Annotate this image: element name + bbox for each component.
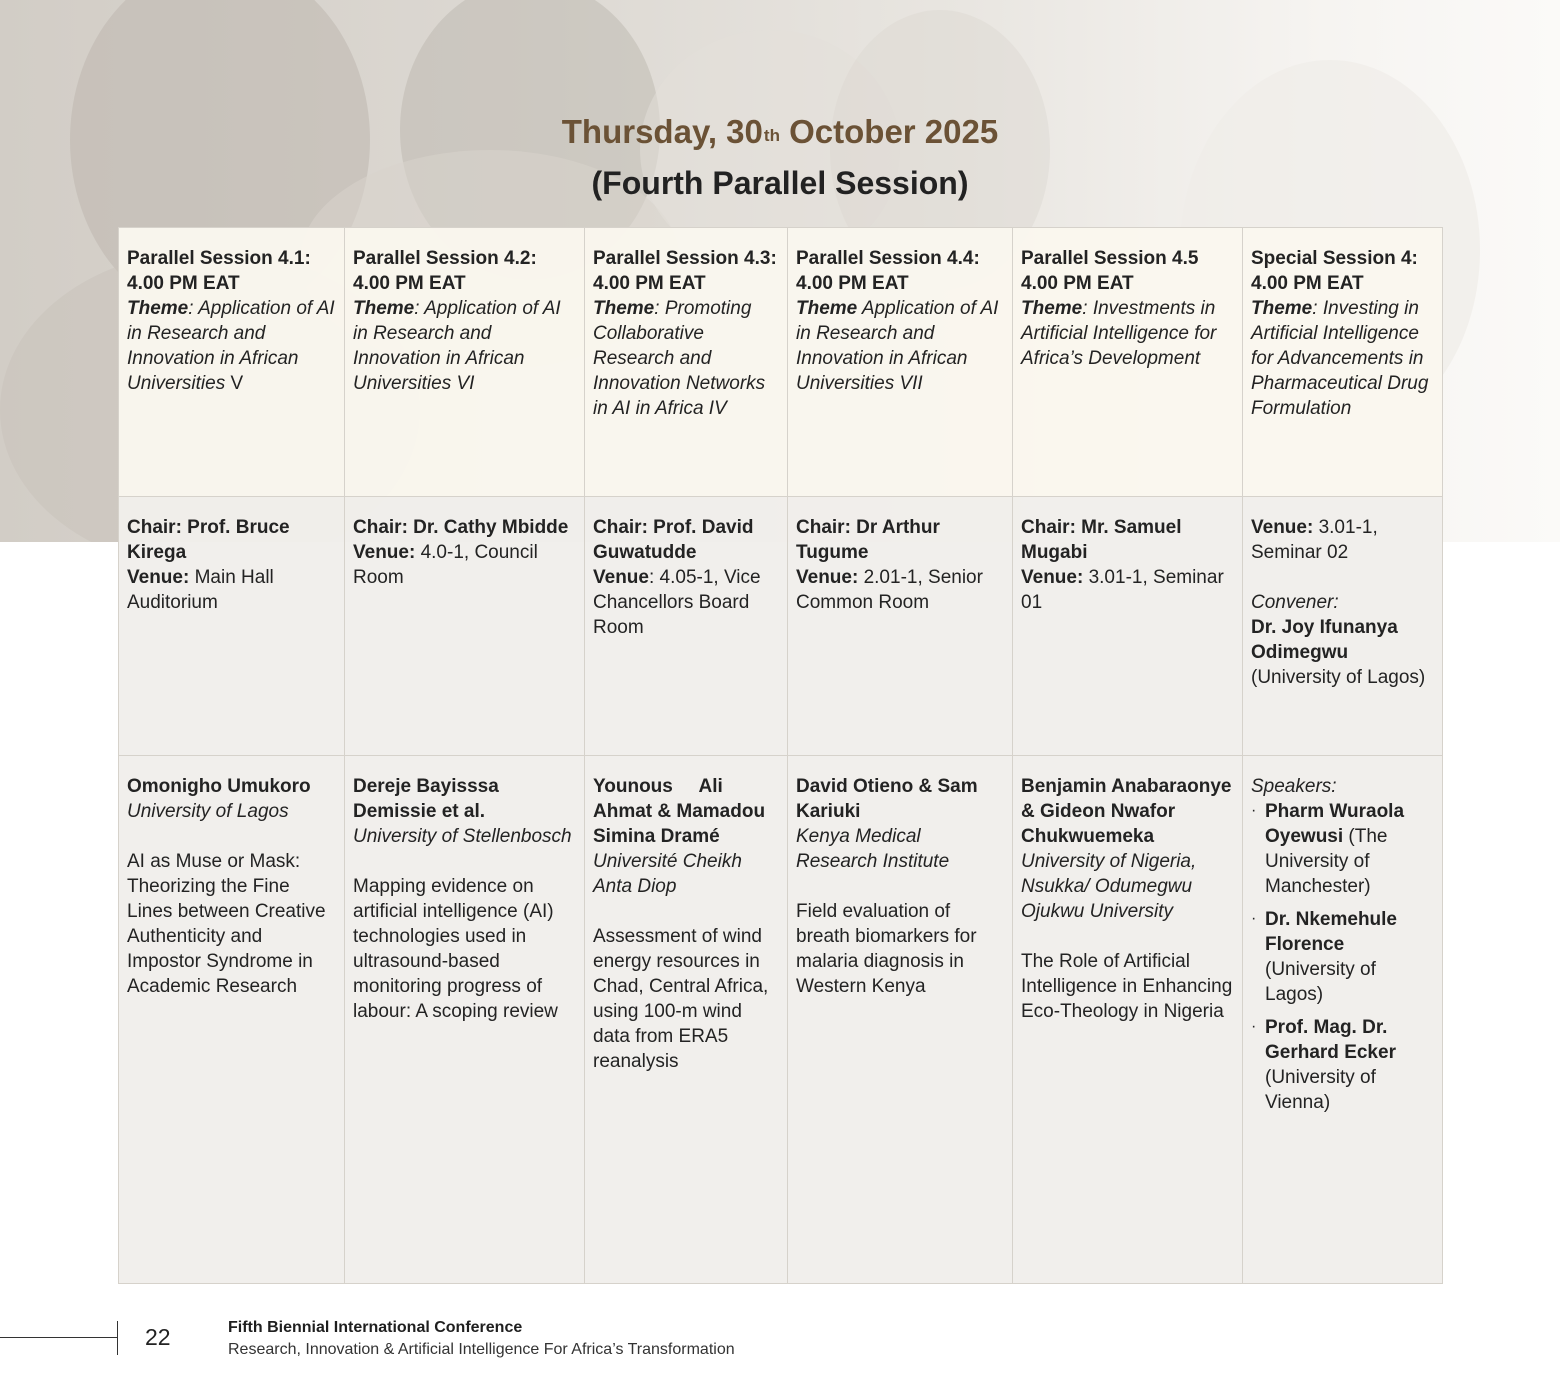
footer-conference-title: Fifth Biennial International Conference xyxy=(228,1319,523,1336)
convener-label: Convener: xyxy=(1251,592,1339,613)
chair-venue-cell: Chair: Mr. Samuel Mugabi Venue: 3.01-1, Seminar 01 xyxy=(1013,497,1243,756)
special-session-cell: Special Session 4: 4.00 PM EAT Theme: Investing in Artificial Intelligence for Advancements in Pharmaceutical Drug Formulation xyxy=(1243,228,1443,497)
presentations-row xyxy=(119,756,1443,1284)
page-title: Thursday, 30th October 2025 xyxy=(561,113,999,150)
session-cell: Parallel Session 4.4: 4.00 PM EAT Theme Application of AI in Research and Innovation in African Universities VII xyxy=(788,228,1013,497)
list-item: · Pharm Wuraola Oyewusi (The University of Manchester) xyxy=(1251,799,1435,899)
footer-divider xyxy=(117,1321,118,1355)
session-header-row xyxy=(119,228,1443,497)
session-cell: Parallel Session 4.1: 4.00 PM EAT Theme: Application of AI in Research and Innovation in African Universities V xyxy=(119,228,345,497)
chair-venue-row xyxy=(119,497,1443,756)
chair-venue-cell: Chair: Dr Arthur Tugume Venue: 2.01-1, Senior Common Room xyxy=(788,497,1013,756)
chair-venue-cell: Chair: Dr. Cathy Mbidde Venue: 4.0-1, Council Room xyxy=(345,497,585,756)
convener-name: Dr. Joy Ifunanya Odimegwu xyxy=(1251,617,1398,663)
presentation-cell: Dereje Bayisssa Demissie et al. University of Stellenbosch Mapping evidence on artificial intelligence (AI) technologies used in ultrasound-based monitoring progress of labour: A scoping review xyxy=(345,756,585,1284)
session-cell: Parallel Session 4.3: 4.00 PM EAT Theme: Promoting Collaborative Research and Innovation Networks in AI in Africa IV xyxy=(585,228,788,497)
presentation-cell: Benjamin Anabaraonye & Gideon Nwafor Chukwuemeka University of Nigeria, Nsukka/ Odumegwu Ojukwu University The Role of Artificial Intelligence in Enhancing Eco-Theology in Nigeria xyxy=(1013,756,1243,1284)
presentation-cell: David Otieno & Sam Kariuki Kenya Medical Research Institute Field evaluation of breath biomarkers for malaria diagnosis in Western Kenya xyxy=(788,756,1013,1284)
session-cell: Parallel Session 4.2: 4.00 PM EAT Theme: Application of AI in Research and Innovation in African Universities VI xyxy=(345,228,585,497)
list-item: · Dr. Nkemehule Florence (University of Lagos) xyxy=(1251,907,1435,1007)
presentation-cell: Omonigho Umukoro University of Lagos AI as Muse or Mask: Theorizing the Fine Lines between Creative Authenticity and Impostor Syndrome in Academic Research xyxy=(119,756,345,1284)
speakers-label: Speakers: xyxy=(1251,776,1337,797)
speakers-cell xyxy=(1243,756,1443,1284)
footer-rule xyxy=(0,1337,117,1338)
chair-venue-cell: Chair: Prof. Bruce Kirega Venue: Main Hall Auditorium xyxy=(119,497,345,756)
footer-conference-subtitle: Research, Innovation & Artificial Intelligence For Africa’s Transformation xyxy=(228,1341,735,1358)
special-venue-cell: Venue: 3.01-1, Seminar 02 Convener: Dr. Joy Ifunanya Odimegwu (University of Lagos) xyxy=(1243,497,1443,756)
list-item: · Prof. Mag. Dr. Gerhard Ecker (University of Vienna) xyxy=(1251,1015,1435,1115)
page-number: 22 xyxy=(145,1324,171,1350)
convener-affiliation: (University of Lagos) xyxy=(1251,667,1426,688)
chair-venue-cell: Chair: Prof. David Guwatudde Venue: 4.05-1, Vice Chancellors Board Room xyxy=(585,497,788,756)
session-cell: Parallel Session 4.5 4.00 PM EAT Theme: Investments in Artificial Intelligence for Africa’s Development xyxy=(1013,228,1243,497)
page-subtitle: (Fourth Parallel Session) xyxy=(591,165,969,201)
presentation-cell: Younous Ali Ahmat & Mamadou Simina Dramé Université Cheikh Anta Diop Assessment of wind energy resources in Chad, Central Africa, using 100-m wind data from ERA5 reanalysis xyxy=(585,756,788,1284)
schedule-table xyxy=(118,227,1443,1284)
speakers-list xyxy=(1251,799,1435,1115)
